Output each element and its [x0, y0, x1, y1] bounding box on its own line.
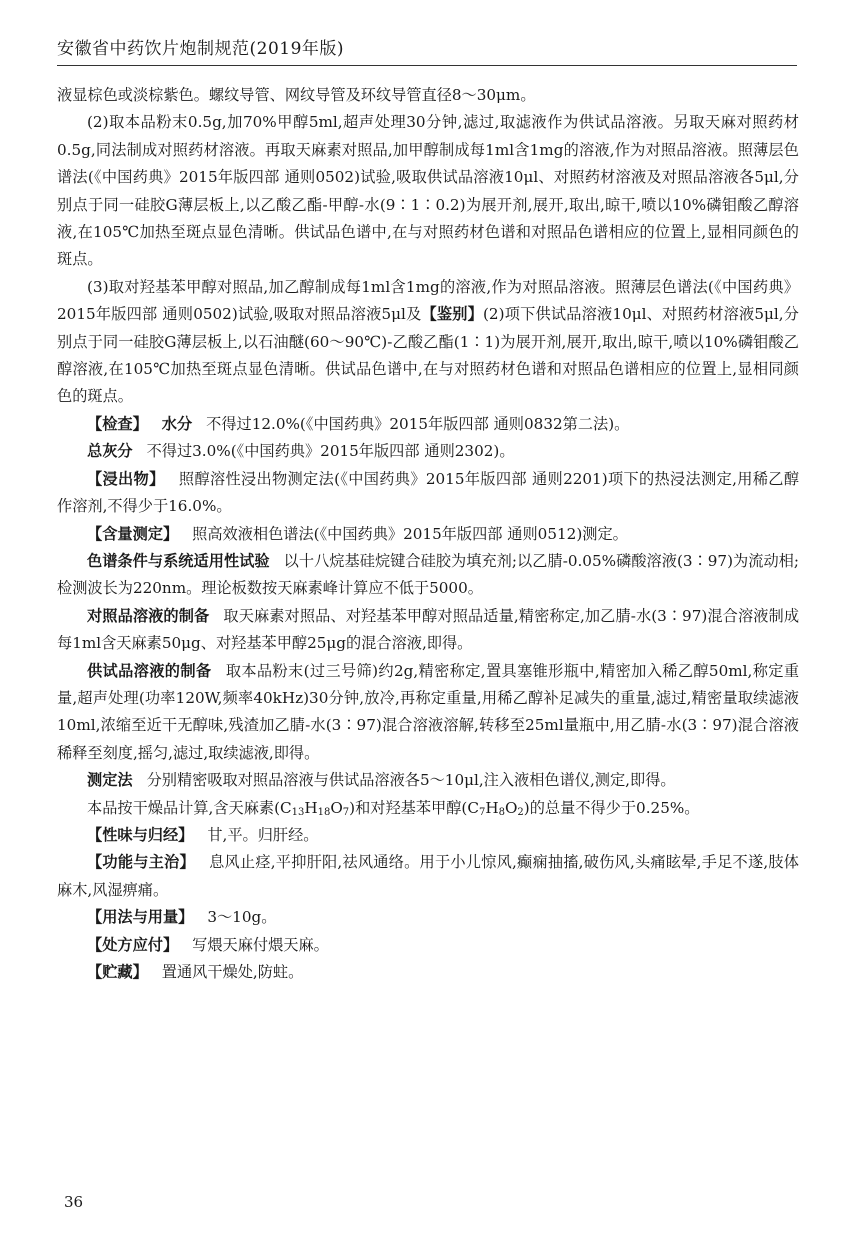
section-label-extractives: 【浸出物】	[87, 469, 165, 488]
text: 液显棕色或淡棕紫色。螺纹导管、网纹导管及环纹导管直径8～30μm。	[57, 86, 536, 104]
text: (2)取本品粉末0.5g,加70%甲醇5ml,超声处理30分钟,滤过,取滤液作为供试品溶液。另取天麻对照药材0.5g,同法制成对照药材溶液。再取天麻素对照品,加甲醇制成每1ml含1mg的溶液,作为对照品溶液。照薄层色谱法(《中国药典》2015年版四部 通则0502)试验,吸取供试品溶液10μl、对照药材溶液及对照品溶液各5μl,分别点于同一硅胶G薄层板上,以乙酸乙酯-甲醇-水(9∶1∶0.2)为展开剂,展开,取出,晾干,喷以10%磷钼酸乙醇溶液,在105℃加热至斑点显色清晰。供试品色谱中,在与对照药材色谱和对照品色谱相应的位置上,显相同颜色的斑点。	[57, 113, 799, 269]
paragraph-identification-2	[57, 109, 799, 273]
paragraph-test-solution	[57, 658, 799, 768]
text: 息风止痉,平抑肝阳,祛风通络。用于小儿惊风,癫痫抽搐,破伤风,头痛眩晕,手足不遂,肢体麻木,风湿痹痛。	[57, 853, 799, 899]
text: 照高效液相色谱法(《中国药典》2015年版四部 通则0512)测定。	[192, 524, 628, 543]
text: 不得过12.0%(《中国药典》2015年版四部 通则0832第二法)。	[206, 414, 630, 433]
page-body	[57, 82, 799, 986]
section-label-functions: 【功能与主治】	[87, 853, 195, 872]
text: (3)取对羟基苯甲醇对照品,加乙醇制成每1ml含1mg的溶液,作为对照品溶液。照薄层色谱法(《中国药典》2015年版四部 通则0502)试验,吸取对照品溶液5μl及	[57, 277, 799, 324]
paragraph-reference-solution	[57, 603, 799, 658]
text: 不得过3.0%(《中国药典》2015年版四部 通则2302)。	[146, 442, 515, 461]
label-moisture: 水分	[161, 414, 193, 433]
paragraph-procedure	[57, 767, 799, 794]
header-rule	[57, 65, 797, 66]
subscript: 18	[317, 806, 331, 818]
section-label-storage: 【贮藏】	[87, 963, 148, 981]
text: )和对羟基苯甲醇(C	[349, 798, 479, 817]
section-label-dosage: 【用法与用量】	[87, 908, 194, 927]
text: 取本品粉末(过三号筛)约2g,精密称定,置具塞锥形瓶中,精密加入稀乙醇50ml,称定重量,超声处理(功率120W,频率40kHz)30分钟,放冷,再称定重量,用稀乙醇补足减失的重量,滤过,精密量取续滤液10ml,浓缩至近干无醇味,残渣加乙腈-水(3∶97)混合溶液溶解,转移至25ml量瓶中,用乙腈-水(3∶97)混合溶液稀释至刻度,摇匀,滤过,取续滤液,即得。	[57, 661, 800, 762]
paragraph-inspection-moisture	[57, 411, 799, 438]
paragraph-prescription	[57, 932, 799, 959]
text: H	[304, 798, 318, 817]
text: 本品按干燥品计算,含天麻素(C	[87, 798, 292, 817]
text: 置通风干燥处,防蛀。	[161, 963, 304, 981]
running-header: 安徽省中药饮片炮制规范(2019年版)	[57, 39, 345, 59]
subscript: 2	[517, 806, 524, 818]
text: O	[504, 798, 518, 817]
text: 分别精密吸取对照品溶液与供试品溶液各5～10μl,注入液相色谱仪,测定,即得。	[146, 771, 676, 790]
text: (2)项下供试品溶液10μl、对照药材溶液5μl,分别点于同一硅胶G薄层板上,以石油醚(60～90℃)-乙酸乙酯(1∶1)为展开剂,展开,取出,晾干,喷以10%磷钼酸乙醇溶液,在105℃加热至斑点显色清晰。供试品色谱中,在与对照药材色谱和对照品色谱相应的位置上,显相同颜色的斑点。	[57, 305, 799, 406]
text: 照醇溶性浸出物测定法(《中国药典》2015年版四部 通则2201)项下的热浸法测定,用稀乙醇作溶剂,不得少于16.0%。	[57, 469, 800, 516]
label-reference-solution: 对照品溶液的制备	[87, 606, 210, 625]
text: H	[485, 798, 499, 817]
section-label-nature-meridian: 【性味与归经】	[87, 825, 194, 844]
paragraph-dosage	[57, 904, 799, 931]
label-test-solution: 供试品溶液的制备	[87, 661, 212, 680]
label-chromatographic-conditions: 色谱条件与系统适用性试验	[87, 551, 270, 570]
paragraph-identification-3	[57, 274, 799, 411]
subscript: 7	[342, 806, 350, 818]
paragraph-content-limit	[57, 795, 799, 822]
paragraph-nature-meridian	[57, 822, 799, 849]
paragraph-functions-indications	[57, 849, 799, 904]
text: 写煨天麻付煨天麻。	[192, 935, 329, 954]
paragraph-microscopy-end	[57, 82, 799, 109]
subscript: 13	[291, 806, 305, 818]
section-label-inspection: 【检查】	[87, 414, 148, 433]
subscript: 8	[498, 806, 505, 818]
label-procedure: 测定法	[87, 771, 133, 790]
section-label-assay: 【含量测定】	[87, 524, 179, 543]
page-number: 36	[64, 1193, 84, 1211]
text: O	[330, 798, 343, 817]
text: 甘,平。归肝经。	[207, 825, 319, 844]
text: 以十八烷基硅烷键合硅胶为填充剂;以乙腈-0.05%磷酸溶液(3∶97)为流动相;检测波长为220nm。理论板数按天麻素峰计算应不低于5000。	[57, 551, 800, 598]
text: 取天麻素对照品、对羟基苯甲醇对照品适量,精密称定,加乙腈-水(3∶97)混合溶液制成每1ml含天麻素50μg、对羟基苯甲醇25μg的混合溶液,即得。	[57, 606, 800, 653]
paragraph-extractives	[57, 466, 799, 521]
text: 3～10g。	[207, 908, 277, 927]
text: )的总量不得少于0.25%。	[523, 798, 700, 817]
label-total-ash: 总灰分	[87, 442, 133, 461]
paragraph-assay	[57, 521, 799, 548]
subscript: 7	[478, 806, 486, 818]
paragraph-chromatographic-conditions	[57, 548, 799, 603]
paragraph-total-ash	[57, 438, 799, 465]
section-ref-identification: 【鉴别】	[421, 305, 483, 324]
section-label-prescription: 【处方应付】	[87, 935, 179, 954]
paragraph-storage	[57, 959, 799, 986]
